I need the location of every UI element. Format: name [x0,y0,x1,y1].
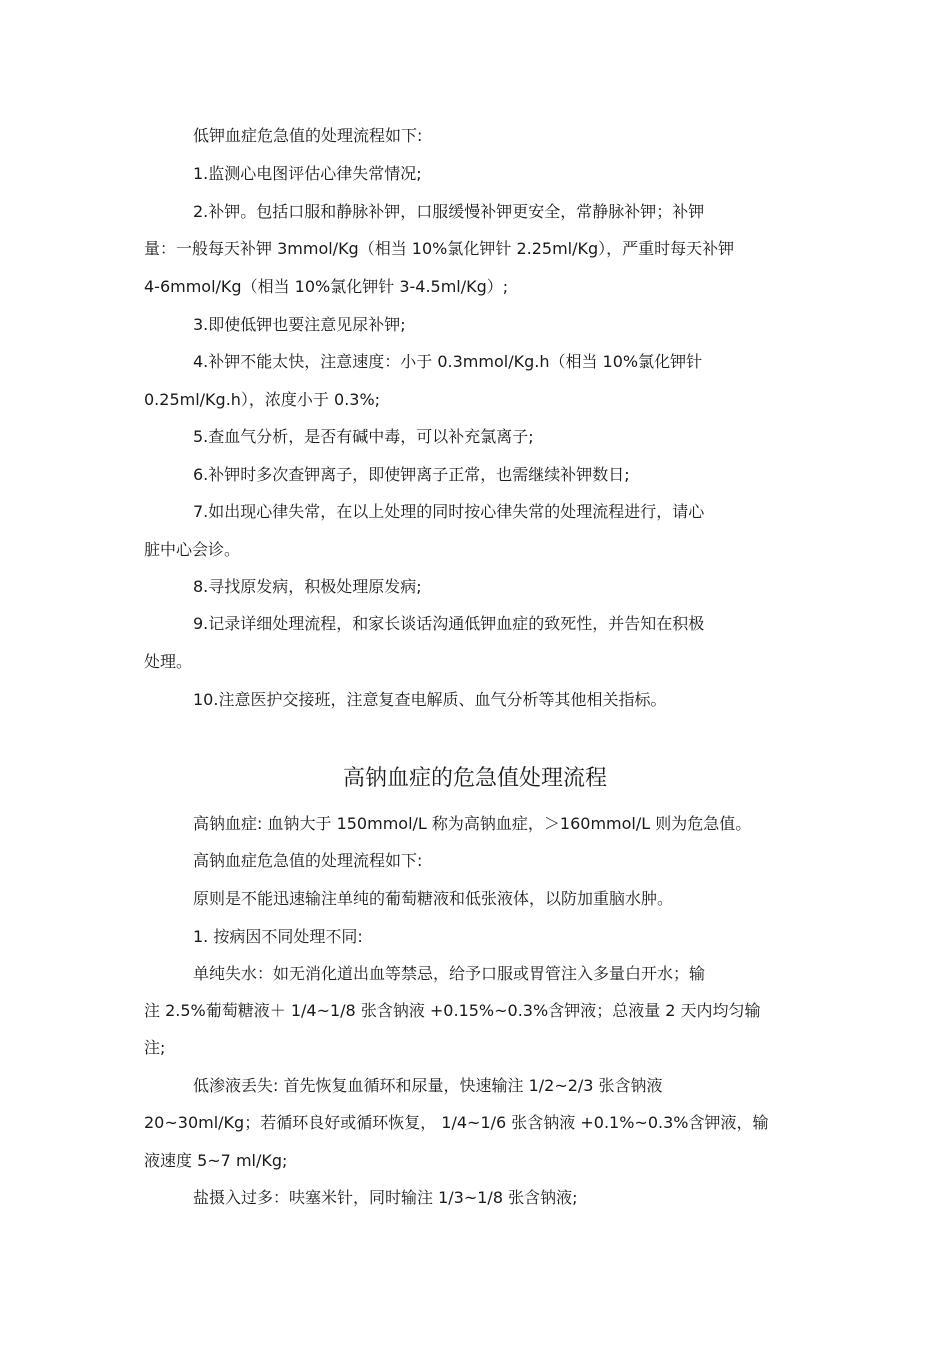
hypokalemia-step-2-cont: 量：一般每天补钾 3mmol/Kg（相当 10%氯化钾针 2.25ml/Kg），严重时每天补钾 [144,239,735,258]
hypernatremia-hypotonic-loss: 低渗液丢失: 首先恢复血循环和尿量，快速输注 1/2~2/3 张含钠液 [193,1076,663,1095]
hypernatremia-hypotonic-loss-cont: 液速度 5~7 ml/Kg; [144,1151,288,1170]
hypokalemia-step-6: 6.补钾时多次查钾离子，即使钾离子正常，也需继续补钾数日; [193,465,630,484]
hypokalemia-step-4-cont: 0.25ml/Kg.h），浓度小于 0.3%; [144,390,381,409]
hypokalemia-step-7-cont: 脏中心会诊。 [144,540,241,559]
hypernatremia-principle: 原则是不能迅速输注单纯的葡萄糖液和低张液体，以防加重脑水肿。 [193,889,674,908]
hypernatremia-pure-water-loss-cont: 注; [144,1038,166,1057]
hypernatremia-definition: 高钠血症: 血钠大于 150mmol/L 称为高钠血症，＞160mmol/L 则为危急值。 [193,814,752,833]
hypernatremia-salt-excess: 盐摄入过多：呋塞米针，同时输注 1/3~1/8 张含钠液; [193,1188,578,1207]
hypernatremia-intro: 高钠血症危急值的处理流程如下: [193,851,423,870]
hypernatremia-pure-water-loss-cont: 注 2.5%葡萄糖液＋ 1/4~1/8 张含钠液 +0.15%~0.3%含钾液；总液量 2 天内均匀输 [144,1001,761,1020]
hypernatremia-title: 高钠血症的危急值处理流程 [342,766,607,791]
hypernatremia-hypotonic-loss-cont: 20~30ml/Kg；若循环良好或循环恢复， 1/4~1/6 张含钠液 +0.1%~0.3%含钾液，输 [144,1113,769,1132]
hypokalemia-step-10: 10.注意医护交接班，注意复查电解质、血气分析等其他相关指标。 [193,690,667,709]
hypokalemia-step-3: 3.即使低钾也要注意见尿补钾; [193,315,406,334]
hypokalemia-step-7: 7.如出现心律失常，在以上处理的同时按心律失常的处理流程进行，请心 [193,502,705,521]
hypernatremia-pure-water-loss: 单纯失水：如无消化道出血等禁忌，给予口服或胃管注入多量白开水；输 [193,964,706,983]
hypokalemia-step-2: 2.补钾。包括口服和静脉补钾，口服缓慢补钾更安全，常静脉补钾；补钾 [193,202,705,221]
hypokalemia-step-8: 8.寻找原发病，积极处理原发病; [193,577,422,596]
hypokalemia-step-9: 9.记录详细处理流程，和家长谈话沟通低钾血症的致死性，并告知在积极 [193,614,705,633]
hypokalemia-step-5: 5.查血气分析，是否有碱中毒，可以补充氯离子; [193,427,534,446]
hypokalemia-step-2-cont: 4-6mmol/Kg（相当 10%氯化钾针 3-4.5ml/Kg）; [144,277,509,296]
hypokalemia-intro: 低钾血症危急值的处理流程如下: [193,126,423,145]
hypokalemia-step-1: 1.监测心电图评估心律失常情况; [193,164,422,183]
hypernatremia-step-1: 1. 按病因不同处理不同: [193,927,363,946]
hypokalemia-step-9-cont: 处理。 [144,652,193,671]
hypokalemia-step-4: 4.补钾不能太快，注意速度：小于 0.3mmol/Kg.h（相当 10%氯化钾针 [193,352,703,371]
